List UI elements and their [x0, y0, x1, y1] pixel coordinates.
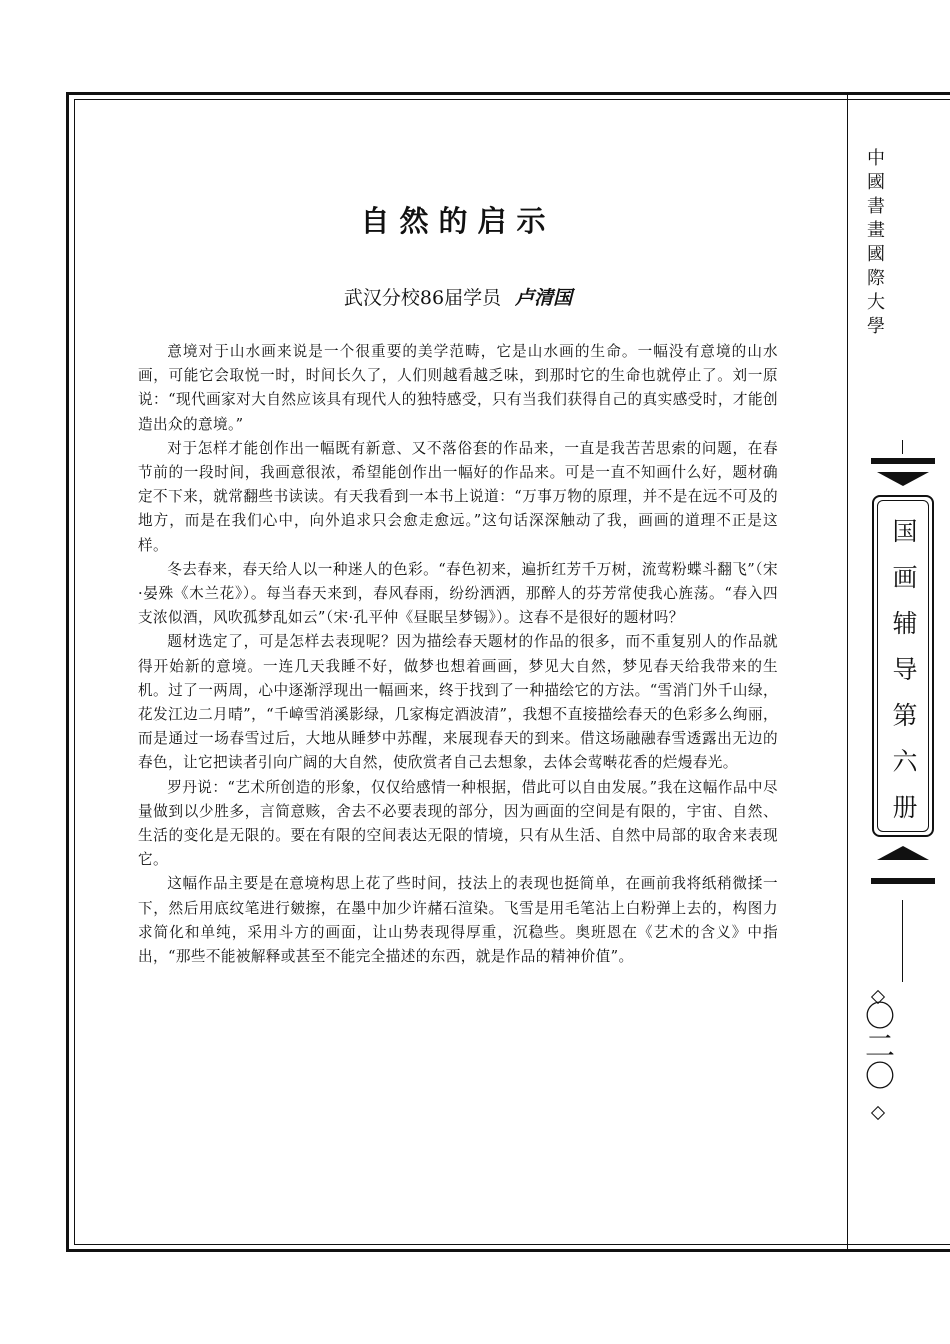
page-number: 〇二〇	[859, 1000, 894, 1090]
triangle-ornament-top	[877, 472, 929, 486]
byline-affiliation: 武汉分校86届学员	[343, 287, 502, 309]
paragraph: 对于怎样才能创作出一幅既有新意、又不落俗套的作品来，一直是我苦苦思索的问题，在春节前的一段时间，我画意很浓，希望能创作出一幅好的作品来。可是一直不知画什么好，题材确定不下来，就常翻些书读读。有天我看到一本书上说道：“万事万物的原理，并不是在远不可及的地方，而是在我们心中，向外追求只会愈走愈远。”这句话深深触动了我，画画的道理不正是这样。	[138, 439, 778, 554]
sidebar-connector-line-lower	[902, 900, 903, 982]
sidebar-connector-line	[902, 440, 903, 454]
article	[138, 195, 778, 969]
triangle-ornament-bottom	[877, 846, 929, 860]
article-title: 自然的启示	[360, 204, 556, 238]
sidebar-top-bar	[871, 458, 935, 464]
paragraph: 罗丹说：“艺术所创造的形象，仅仅给感情一种根据，借此可以自由发展。”我在这幅作品中尽量做到以少胜多，言简意赅，舍去不必要表现的部分，因为画面的空间是有限的，宇宙、自然、生活的变化是无限的。要在有限的空间表达无限的情境，只有从生活、自然中局部的取舍来表现它。	[138, 778, 778, 869]
paragraph: 意境对于山水画来说是一个很重要的美学范畴，它是山水画的生命。一幅没有意境的山水画，可能它会取悦一时，时间长久了，人们则越看越乏味，到那时它的生命也就停止了。刘一原说：“现代画家对大自然应该具有现代人的独特感受，只有当我们获得自己的真实感受时，才能创造出众的意境。”	[138, 343, 778, 433]
byline-author: 卢清国	[515, 287, 573, 309]
paragraph: 这幅作品主要是在意境构思上花了些时间，技法上的表现也挺简单，在画前我将纸稍微揉一下，然后用底纹笔进行皴擦，在墨中加少许赭石渲染。飞雪是用毛笔沾上白粉弹上去的，构图力求简化和单纯，采用斗方的画面，让山势表现得厚重，沉稳些。奥班恩在《艺术的含义》中指出，“那些不能被解释或甚至不能完全描述的东西，就是作品的精神价值”。	[138, 875, 778, 966]
book-title: 国画辅导第六册	[889, 518, 918, 840]
publication-name: 中國書畫國際大學	[864, 148, 885, 340]
sidebar-divider	[847, 92, 848, 1252]
paragraph: 题材选定了，可是怎样去表现呢？因为描绘春天题材的作品的很多，而不重复别人的作品就得开始新的意境。一连几天我睡不好，做梦也想着画画，梦见大自然，梦见春天给我带来的生机。过了一两周，心中逐渐浮现出一幅画来，终于找到了一种描绘它的方法。“雪消门外千山绿，花发江边二月晴”，“千嶂雪消溪影绿，几家梅定酒波清”，我想不直接描绘春天的色彩多么绚丽，而是通过一场春雪过后，大地从睡梦中苏醒，来展现春天的到来。借这场融融春雪透露出无边的春色，让它把读者引向广阔的大自然，使欣赏者自己去想象，去体会莺啭花香的烂熳春光。	[138, 633, 778, 772]
byline	[138, 283, 778, 313]
sidebar-bottom-bar	[871, 878, 935, 884]
article-body	[138, 340, 778, 969]
paragraph: 冬去春来，春天给人以一种迷人的色彩。“春色初来，遍折红芳千万树，流莺粉蝶斗翻飞”（宋·晏殊《木兰花》）。每当春天来到，春风春雨，纷纷洒洒，那醉人的芬芳常使我心旌荡。“春入四支浓似酒，风吹孤梦乱如云”（宋·孔平仲《昼眠呈梦锡》）。这春不是很好的题材吗？	[138, 560, 778, 627]
